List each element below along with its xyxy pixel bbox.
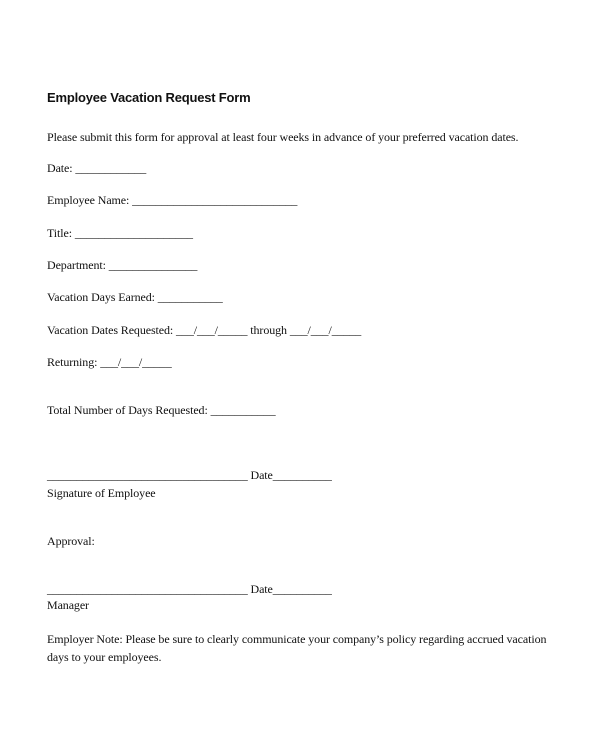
vacation-dates-requested-field[interactable]: Vacation Dates Requested: ___/___/_____ through ___/___/_____ <box>47 323 362 337</box>
manager-label: Manager <box>47 598 89 612</box>
manager-signature-line[interactable]: __________________________________ Date__________ <box>47 582 332 596</box>
form-title: Employee Vacation Request Form <box>47 90 251 105</box>
approval-label: Approval: <box>47 534 95 548</box>
employer-note: Employer Note: Please be sure to clearly communicate your company’s policy regarding accrued vacation days to your employees. <box>47 632 547 664</box>
returning-field[interactable]: Returning: ___/___/_____ <box>47 355 172 369</box>
department-field[interactable]: Department: _______________ <box>47 258 198 272</box>
employee-signature-label: Signature of Employee <box>47 486 156 500</box>
vacation-days-earned-field[interactable]: Vacation Days Earned: ___________ <box>47 290 223 304</box>
intro-text: Please submit this form for approval at least four weeks in advance of your preferred vacation dates. <box>47 130 519 144</box>
total-days-requested-field[interactable]: Total Number of Days Requested: ___________ <box>47 403 276 417</box>
date-field[interactable]: Date: ____________ <box>47 161 147 175</box>
employee-name-field[interactable]: Employee Name: ____________________________ <box>47 193 298 207</box>
title-field[interactable]: Title: ____________________ <box>47 226 193 240</box>
employee-signature-line[interactable]: __________________________________ Date__________ <box>47 468 332 482</box>
